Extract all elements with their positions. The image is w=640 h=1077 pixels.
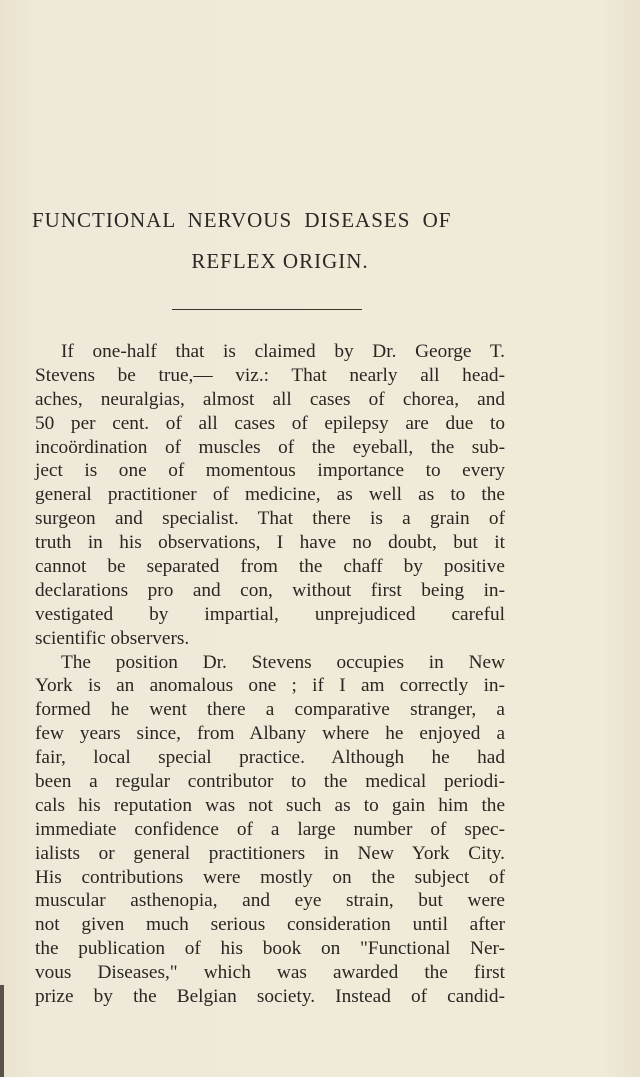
text-line: aches, neuralgias, almost all cases of chorea, and [35, 388, 505, 410]
text-line: 50 per cent. of all cases of epilepsy are due to [35, 412, 505, 434]
chapter-title-line-1: FUNCTIONAL NERVOUS DISEASES OF [32, 208, 452, 232]
text-line: ialists or general practitioners in New York City. [35, 842, 505, 864]
paragraph-1 [35, 340, 505, 651]
text-line: cals his reputation was not such as to gain him the [35, 794, 505, 816]
text-line: ject is one of momentous importance to every [35, 460, 505, 482]
text-line: immediate confidence of a large number of spec- [35, 818, 505, 840]
text-line: vestigated by impartial, unprejudiced careful [35, 603, 505, 625]
text-line: formed he went there a comparative stranger, a [35, 699, 505, 721]
chapter-title [32, 208, 512, 274]
text-line: declarations pro and con, without first being in- [35, 579, 505, 601]
text-line: York is an anomalous one ; if I am correctly in- [35, 675, 505, 697]
text-line: not given much serious consideration until after [35, 914, 505, 936]
text-line: few years since, from Albany where he enjoyed a [35, 723, 505, 745]
text-line: the publication of his book on "Functional Ner- [35, 938, 505, 960]
text-line: If one-half that is claimed by Dr. George T. [61, 341, 505, 362]
text-line: fair, local special practice. Although he had [35, 747, 505, 769]
text-line: been a regular contributor to the medical periodi- [35, 771, 505, 793]
paragraph-2 [35, 651, 505, 1009]
text-line: cannot be separated from the chaff by positive [35, 556, 505, 578]
text-line: prize by the Belgian society. Instead of candid- [35, 986, 505, 1008]
text-line: His contributions were mostly on the subject of [35, 866, 505, 888]
page-edge-shadow [0, 985, 4, 1077]
chapter-title-line-2: REFLEX ORIGIN. [191, 249, 369, 273]
text-line: truth in his observations, I have no doubt, but it [35, 532, 505, 554]
text-line: general practitioner of medicine, as well as to the [35, 484, 505, 506]
text-line: surgeon and specialist. That there is a grain of [35, 508, 505, 530]
text-line: incoördination of muscles of the eyeball, the sub- [35, 436, 505, 458]
text-line: muscular asthenopia, and eye strain, but were [35, 890, 505, 912]
text-line: vous Diseases," which was awarded the first [35, 962, 505, 984]
text-line: Stevens be true,— viz.: That nearly all head- [35, 364, 505, 386]
title-divider-rule [172, 309, 362, 310]
text-line: The position Dr. Stevens occupies in New [61, 651, 505, 673]
body-text [35, 340, 505, 1009]
text-line: scientific observers. [35, 627, 190, 649]
